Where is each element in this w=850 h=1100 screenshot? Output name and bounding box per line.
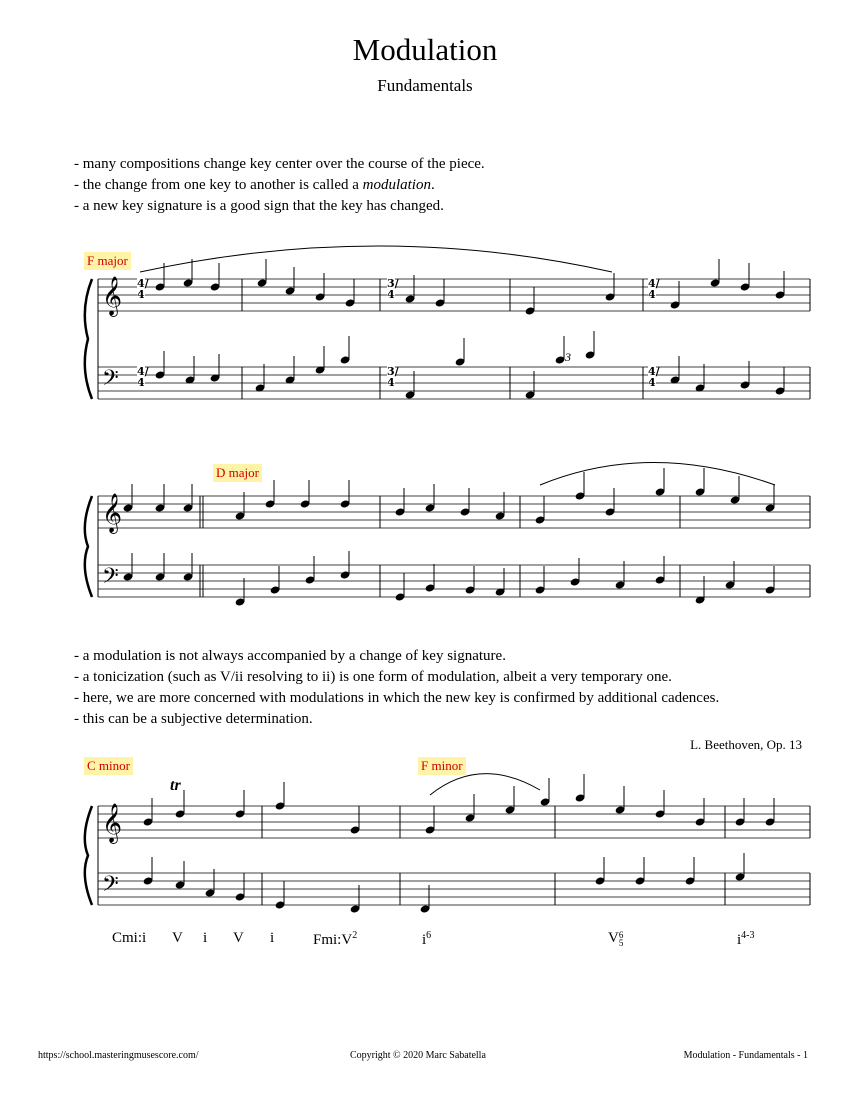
analysis-label <box>313 930 357 949</box>
analysis-label <box>737 930 755 949</box>
figure: 6 <box>618 929 624 940</box>
brace <box>85 279 92 399</box>
time-signature: 4/4 <box>648 365 660 389</box>
slur <box>430 774 540 795</box>
key-label: C minor <box>84 757 133 775</box>
slur <box>140 246 612 272</box>
middle-notes <box>74 646 719 730</box>
text: . <box>430 177 435 193</box>
text: Fmi:V <box>313 932 353 948</box>
analysis-label <box>608 930 623 947</box>
key-label: F major <box>84 252 131 270</box>
text: V <box>608 930 619 946</box>
figure: 4-3 <box>741 930 755 941</box>
bass-clef-icon: 𝄢 <box>102 564 119 594</box>
footer-copyright: Copyright © 2020 Marc Sabatella <box>350 1050 486 1061</box>
time-signature: 4/4 <box>137 365 149 389</box>
intro-line: - many compositions change key center over the course of the piece. <box>74 156 485 172</box>
text: i <box>422 932 427 948</box>
trill-mark: tr <box>170 777 181 794</box>
analysis-label <box>422 930 431 949</box>
time-signature: 4/4 <box>137 277 149 301</box>
footer-url[interactable]: https://school.masteringmusescore.com/ <box>38 1050 199 1061</box>
time-signature: 3/4 <box>387 365 399 389</box>
note-line: - here, we are more concerned with modulations in which the new key is confirmed by additional cadences. <box>74 690 720 706</box>
analysis-label: i <box>270 930 275 946</box>
figure: 2 <box>352 930 358 941</box>
treble-clef-icon: 𝄞 <box>102 803 123 843</box>
treble-clef-icon: 𝄞 <box>102 276 123 316</box>
note-line: - this can be a subjective determination. <box>74 711 313 727</box>
note-line: - a tonicization (such as V/ii resolving to ii) is one form of modulation, albeit a very temporary one. <box>74 669 672 685</box>
figure: 6 <box>426 930 432 941</box>
slur <box>540 463 775 486</box>
emphasis: modulation <box>362 177 431 193</box>
note-line: - a modulation is not always accompanied by a change of key signature. <box>74 648 506 664</box>
key-label: D major <box>213 464 262 482</box>
bass-clef-icon: 𝄢 <box>102 872 119 902</box>
text: i <box>737 932 742 948</box>
footer-page: Modulation - Fundamentals - 1 <box>683 1050 808 1061</box>
intro-notes <box>74 154 485 217</box>
analysis-label: V <box>172 930 183 946</box>
brace <box>85 806 92 905</box>
analysis-label: Cmi:i <box>112 930 147 946</box>
intro-line: - a new key signature is a good sign that the key has changed. <box>74 198 444 214</box>
key-label: F minor <box>418 757 466 775</box>
intro-line <box>74 175 485 196</box>
analysis-label: V <box>233 930 244 946</box>
time-signature: 4/4 <box>648 277 660 301</box>
time-signature: 3/4 <box>387 277 399 301</box>
brace <box>85 496 92 597</box>
page-title: Modulation <box>352 32 498 67</box>
text: - the change from one key to another is called a <box>74 177 363 193</box>
tuplet-number: 3 <box>565 350 571 364</box>
treble-clef-icon: 𝄞 <box>102 493 123 533</box>
composer: L. Beethoven, Op. 13 <box>690 737 802 752</box>
analysis-label: i <box>203 930 208 946</box>
bass-clef-icon: 𝄢 <box>102 366 119 396</box>
figure: 5 <box>618 937 624 948</box>
page-subtitle: Fundamentals <box>377 76 473 95</box>
